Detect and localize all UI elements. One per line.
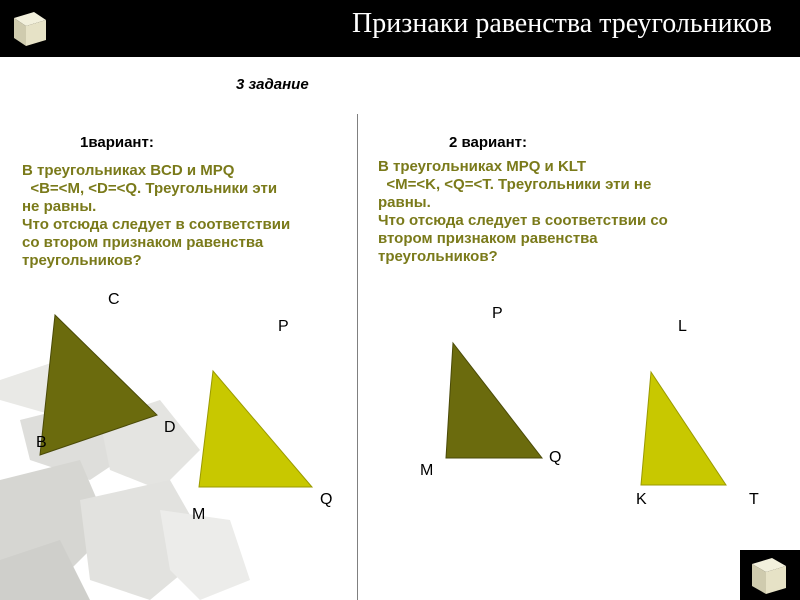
problem-line: втором признаком равенства [378, 230, 598, 247]
vertex-label-p: P [278, 318, 289, 335]
vertex-label-c: C [108, 291, 120, 308]
triangle-bcd [40, 315, 157, 455]
page-title: Признаки равенства треугольников [352, 8, 772, 39]
problem-line: <B=<M, <D=<Q. Треугольники эти [22, 180, 278, 197]
problem-line: треугольников? [378, 248, 498, 265]
triangle-mpq-right [446, 343, 542, 458]
task-title: 3 задание [236, 76, 309, 93]
problem-line: В треугольниках BCD и MPQ [22, 162, 235, 179]
problem-line: со втором признаком равенства [22, 234, 264, 251]
vertex-label-t: T [749, 491, 759, 508]
problem-line: <M=<K, <Q=<T. Треугольники эти не [378, 176, 652, 193]
problem-line: Что отсюда следует в соответствии [22, 216, 291, 233]
variant2-title: 2 вариант: [449, 134, 528, 151]
problem-line: не равны. [22, 198, 97, 215]
vertex-label-b: B [36, 434, 47, 451]
vertex-label-q: Q [549, 449, 562, 466]
vertex-label-m: M [192, 506, 206, 523]
vertex-label-l: L [678, 318, 687, 335]
vertex-label-k: K [636, 491, 647, 508]
triangle-klt [641, 372, 726, 485]
vertex-label-q: Q [320, 491, 333, 508]
triangle-mpq-left [199, 371, 312, 487]
cube-corner-icon [740, 550, 800, 600]
problem-line: Что отсюда следует в соответствии со [378, 212, 668, 229]
vertex-label-m: M [420, 462, 434, 479]
vertex-label-p: P [492, 305, 503, 322]
problem-line: треугольников? [22, 252, 142, 269]
problem-line: равны. [378, 194, 431, 211]
variant1-title: 1вариант: [80, 134, 154, 151]
problem-line: В треугольниках MPQ и KLT [378, 158, 586, 175]
vertex-label-d: D [164, 419, 176, 436]
